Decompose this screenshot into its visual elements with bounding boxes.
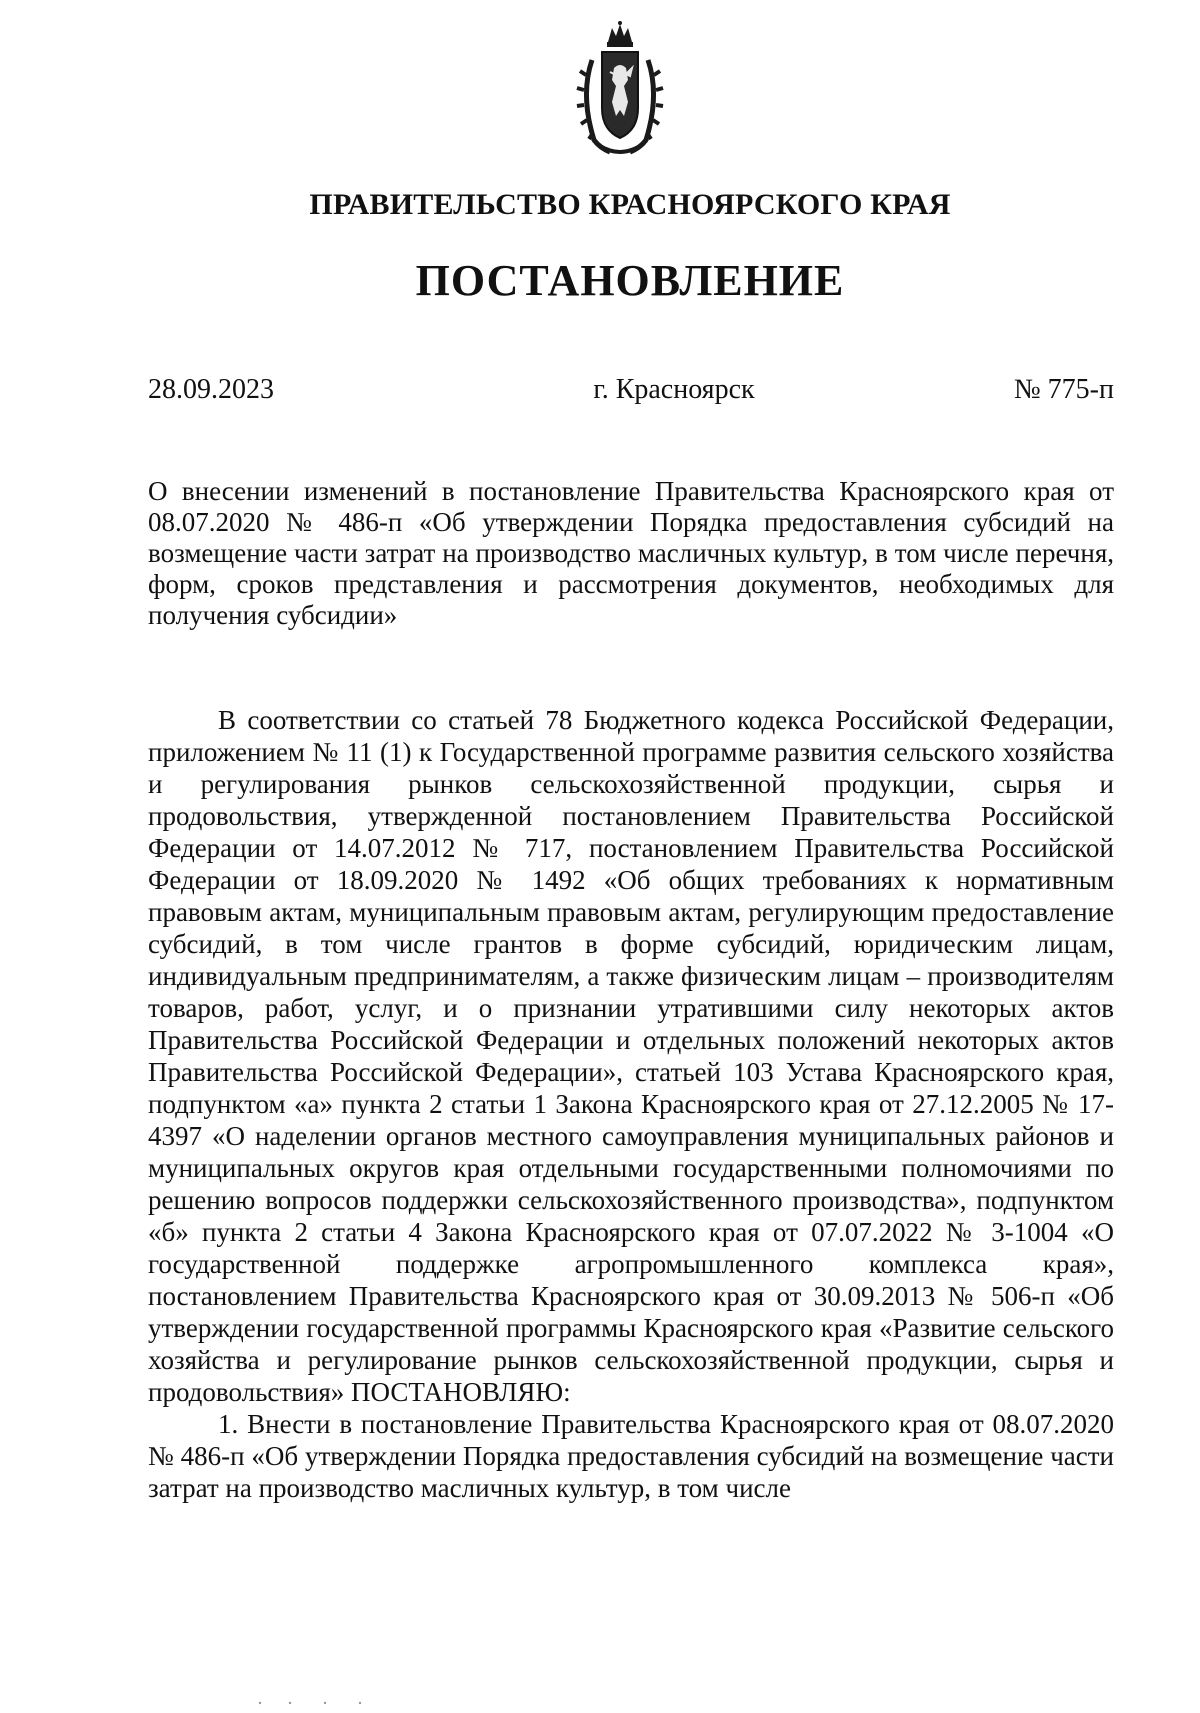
- document-subject: О внесении изменений в постановление Правительства Красноярского края от 08.07.2020 № 486-п «Об утверждении Порядка предоставления субсидий на возмещение части затрат на производство масличных культур, в том числе перечня, форм, сроков представления и рассмотрения документов, необходимых для получения субсидии»: [148, 476, 1114, 630]
- krasnoyarsk-coat-of-arms-icon: [570, 20, 670, 160]
- document-city: г. Красноярск: [593, 374, 755, 405]
- document-body: [148, 704, 1114, 1504]
- document-type-heading: ПОСТАНОВЛЕНИЕ: [415, 256, 845, 305]
- scan-artifact-dots: [250, 1700, 390, 1706]
- body-paragraph: В соответствии со статьей 78 Бюджетного кодекса Российской Федерации, приложением № 11 (1) к Государственной программе развития сельского хозяйства и регулирования рынков сельскохозяйственной продукции, сырья и продовольствия, утвержденной постановлением Правительства Российской Федерации от 14.07.2012 № 717, постановлением Правительства Российской Федерации от 18.09.2020 № 1492 «Об общих требованиях к нормативным правовым актам, муниципальным правовым актам, регулирующим предоставление субсидий, в том числе грантов в форме субсидий, юридическим лицам, индивидуальным предпринимателям, а также физическим лицам – производителям товаров, работ, услуг, и о признании утратившими силу некоторых актов Правительства Российской Федерации и отдельных положений некоторых актов Правительства Российской Федерации», статьей 103 Устава Красноярского края, подпунктом «а» пункта 2 статьи 1 Закона Красноярского края от 27.12.2005 № 17-4397 «О наделении органов местного самоуправления муниципальных районов и муниципальных округов края отдельными государственными полномочиями по решению вопросов поддержки сельскохозяйственного производства», подпунктом «б» пункта 2 статьи 4 Закона Красноярского края от 07.07.2022 № 3-1004 «О государственной поддержке агропромышленного комплекса края», постановлением Правительства Красноярского края от 30.09.2013 № 506-п «Об утверждении государственной программы Красноярского края «Развитие сельского хозяйства и регулирование рынков сельскохозяйственной продукции, сырья и продовольствия» ПОСТАНОВЛЯЮ:: [148, 705, 1114, 1407]
- document-date: 28.09.2023: [148, 374, 274, 405]
- body-paragraph: 1. Внести в постановление Правительства Красноярского края от 08.07.2020 № 486-п «Об утверждении Порядка предоставления субсидий на возмещение части затрат на производство масличных культур, в том числе: [148, 1409, 1114, 1503]
- document-meta-row: [148, 374, 1114, 406]
- government-title: ПРАВИТЕЛЬСТВО КРАСНОЯРСКОГО КРАЯ: [309, 188, 951, 221]
- document-number: № 775-п: [1013, 374, 1114, 405]
